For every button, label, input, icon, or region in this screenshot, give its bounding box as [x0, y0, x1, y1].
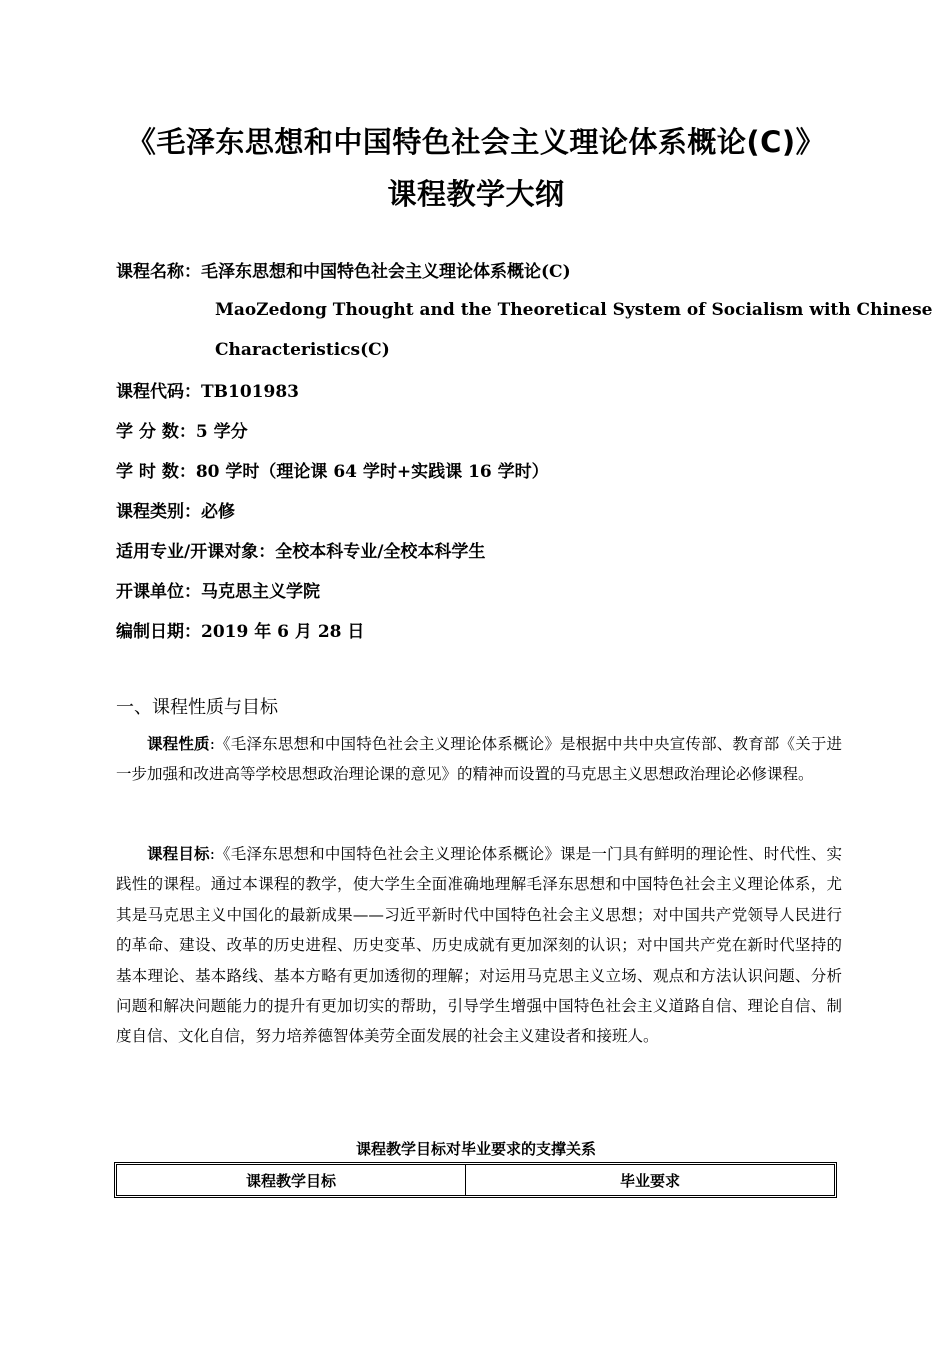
course-name-en-line1: MaoZedong Thought and the Theoretical System of Socialism with Chinese [215, 300, 933, 320]
credits-row [116, 420, 846, 444]
unit-value: 马克思主义学院 [201, 582, 320, 602]
audience-row [116, 540, 846, 564]
course-goal-paragraph [116, 839, 842, 1052]
document-title: 《毛泽东思想和中国特色社会主义理论体系概论(C)》 [126, 125, 826, 159]
hours-value: 80 学时（理论课 64 学时+实践课 16 学时） [195, 462, 549, 482]
hours-row [116, 460, 846, 484]
date-row [116, 620, 846, 644]
course-name-cn: 毛泽东思想和中国特色社会主义理论体系概论(C) [201, 262, 571, 282]
course-name-label: 课程名称： [116, 262, 201, 282]
table-header-requirement: 毕业要求 [619, 1171, 680, 1190]
table-header-goal: 课程教学目标 [117, 1165, 466, 1195]
course-goal-text: :《毛泽东思想和中国特色社会主义理论体系概论》课是一门具有鲜明的理论性、时代性、实践性的课程。通过本课程的教学，使大学生全面准确地理解毛泽东思想和中国特色社会主义理论体系，尤其是马克思主义中国化的最新成果——习近平新时代中国特色社会主义思想；对中国共产党领导人民进行的革命、建设、改革的历史进程、历史变革、历史成就有更加深刻的认识；对中国共产党在新时代坚持的基本理论、基本路线、基本方略有更加透彻的理解；对运用马克思主义立场、观点和方法认识问题、分析问题和解决问题能力的提升有更加切实的帮助，引导学生增强中国特色社会主义道路自信、理论自信、制度自信、文化自信，努力培养德智体美劳全面发展的社会主义建设者和接班人。 [116, 845, 842, 1046]
date-value: 2019 年 6 月 28 日 [201, 622, 365, 642]
audience-label: 适用专业/开课对象： [116, 542, 276, 562]
credits-value: 5 学分 [195, 422, 248, 442]
support-table [114, 1162, 837, 1198]
course-name-en-line2: Characteristics(C) [215, 340, 390, 360]
credits-label: 学 分 数： [116, 422, 196, 442]
unit-label: 开课单位： [116, 582, 201, 602]
course-code-value: TB101983 [201, 382, 299, 402]
course-nature-paragraph [116, 729, 842, 790]
course-nature-label: 课程性质 [147, 735, 210, 753]
table-caption: 课程教学目标对毕业要求的支撑关系 [355, 1140, 596, 1158]
course-code-label: 课程代码： [116, 382, 201, 402]
date-label: 编制日期： [116, 622, 201, 642]
audience-value: 全校本科专业/全校本科学生 [275, 542, 486, 562]
document-subtitle: 课程教学大纲 [387, 177, 565, 211]
unit-row [116, 580, 846, 604]
category-row [116, 500, 846, 524]
course-goal-label: 课程目标 [147, 845, 210, 863]
category-value: 必修 [201, 502, 235, 522]
section-heading: 一、课程性质与目标 [116, 697, 278, 718]
course-name-row [116, 260, 846, 284]
course-code-row [116, 380, 846, 404]
category-label: 课程类别： [116, 502, 201, 522]
course-nature-text: :《毛泽东思想和中国特色社会主义理论体系概论》是根据中共中央宣传部、教育部《关于进一步加强和改进高等学校思想政治理论课的意见》的精神而设置的马克思主义思想政治理论必修课程。 [116, 735, 842, 784]
hours-label: 学 时 数： [116, 462, 196, 482]
